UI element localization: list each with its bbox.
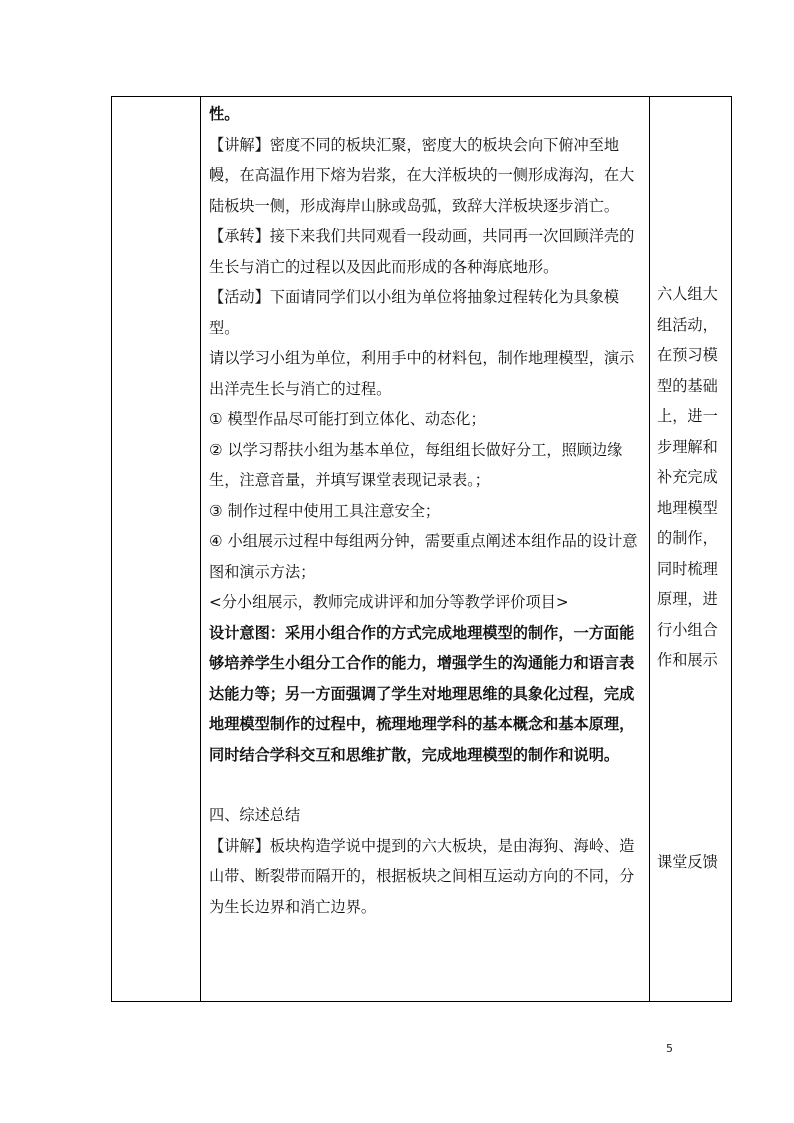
student-activity-text: 六人组大组活动，在预习模型的基础上，进一步理解和补充完成地理模型的制作，同时梳理原理，进行小组合作和展示 xyxy=(657,285,718,669)
list-item: ① 模型作品尽可能打到立体化、动态化； xyxy=(209,410,486,428)
student-activity-cell xyxy=(650,97,732,1002)
spacer xyxy=(209,770,643,800)
lesson-plan-table xyxy=(111,96,732,1002)
list-item: ④ 小组展示过程中每组两分钟，需要重点阐述本组作品的设计意图和演示方法； xyxy=(209,532,638,581)
paragraph: 【讲解】板块构造学说中提到的六大板块，是由海狗、海岭、造山带、断裂带而隔开的，根据板块之间相互运动方向的不同，分为生长边界和消亡边界。 xyxy=(209,836,635,916)
paragraph: 性。 xyxy=(209,105,240,123)
paragraph: 请以学习小组为单位，利用手中的材料包，制作地理模型，演示出洋壳生长与消亡的过程。 xyxy=(209,349,635,398)
paragraph: 【承转】接下来我们共同观看一段动画，共同再一次回顾洋壳的生长与消亡的过程以及因此而形成的各种海底地形。 xyxy=(209,227,635,276)
list-item: ② 以学习帮扶小组为基本单位，每组组长做好分工，照顾边缘生，注意音量，并填写课堂表现记录表。； xyxy=(209,440,623,489)
section-cell xyxy=(112,97,201,1002)
paragraph: <分小组展示，教师完成讲评和加分等教学评价项目> xyxy=(209,593,569,611)
paragraph: 【讲解】密度不同的板块汇聚，密度大的板块会向下俯冲至地幔，在高温作用下熔为岩浆，在大洋板块的一侧形成海沟，在大陆板块一侧，形成海岸山脉或岛弧，致辞大洋板块逐步消亡。 xyxy=(209,135,635,215)
section-heading: 四、综述总结 xyxy=(209,806,301,824)
design-intent: 设计意图：采用小组合作的方式完成地理模型的制作，一方面能够培养学生小组分工合作的能力，增强学生的沟通能力和语言表达能力等；另一方面强调了学生对地理思维的具象化过程，完成地理模型制作的过程中，梳理地理学科的基本概念和基本原理，同时结合学科交互和思维扩散，完成地理模型的制作和说明。 xyxy=(209,623,635,764)
student-feedback-text: 课堂反馈 xyxy=(657,852,718,871)
page-number: 5 xyxy=(666,1042,673,1055)
teacher-activity-cell xyxy=(201,97,650,1002)
paragraph: 【活动】下面请同学们以小组为单位将抽象过程转化为具象模型。 xyxy=(209,288,620,337)
list-item: ③ 制作过程中使用工具注意安全； xyxy=(209,501,441,520)
table-row xyxy=(112,97,732,1002)
